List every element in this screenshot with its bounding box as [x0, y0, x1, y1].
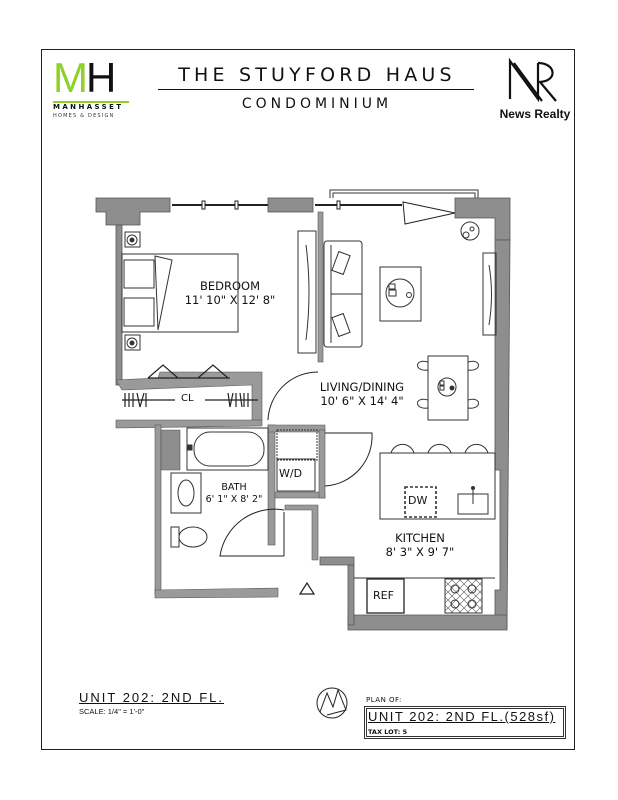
balcony: [330, 190, 478, 198]
logo-letter-m: M: [53, 54, 86, 101]
entry-marker-icon: [300, 583, 314, 594]
logo-letter-h: H: [86, 54, 115, 101]
room-kitchen: [380, 531, 460, 559]
living-furniture: [324, 222, 496, 453]
closet-label: CL: [178, 393, 197, 404]
washer-dryer-label: W/D: [279, 467, 303, 480]
room-dimensions: 8' 3" X 9' 7": [385, 545, 455, 559]
dishwasher-label: DW: [408, 494, 428, 507]
building-title: THE STUYFORD HAUS: [178, 64, 456, 86]
logo-tagline: HOMES & DESIGN: [53, 113, 115, 119]
room-dimensions: 11' 10" X 12' 8": [184, 293, 276, 307]
room-name: LIVING/DINING: [319, 380, 405, 394]
room-name: KITCHEN: [395, 531, 445, 545]
news-realty-name: News Realty: [499, 107, 571, 121]
room-bedroom: [180, 279, 280, 307]
logo-company-name: MANHASSET: [53, 103, 124, 111]
scale-label: SCALE: 1/4" = 1'-0": [79, 707, 145, 716]
north-arrow-icon: [317, 688, 347, 718]
interior-walls: [116, 212, 325, 598]
room-name: BATH: [221, 482, 247, 493]
plan-of-label: PLAN OF:: [366, 696, 402, 704]
room-dimensions: 6' 1" X 8' 2": [205, 494, 263, 505]
plan-title-block: [364, 706, 566, 739]
room-living-dining: [312, 380, 412, 408]
unit-floor-label: UNIT 202: 2ND FL.: [79, 690, 225, 705]
tax-lot-label: TAX LOT: 5: [368, 728, 408, 736]
refrigerator-label: REF: [373, 589, 394, 602]
room-name: BEDROOM: [199, 279, 261, 293]
plan-unit-label: UNIT 202: 2ND FL.(528sf): [368, 709, 556, 724]
room-bath: [199, 482, 269, 506]
balcony-door: [403, 202, 455, 224]
building-subtitle: CONDOMINIUM: [241, 96, 393, 112]
room-dimensions: 10' 6" X 14' 4": [320, 394, 404, 408]
